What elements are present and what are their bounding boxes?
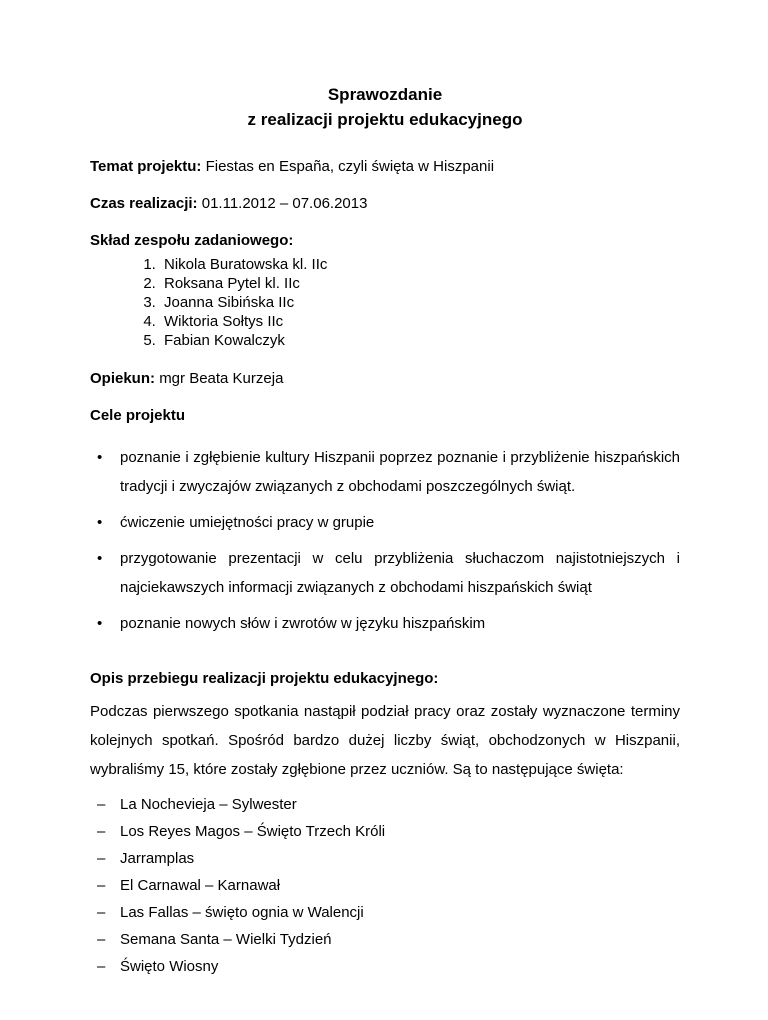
holiday-item bbox=[90, 845, 680, 872]
holiday-item bbox=[90, 926, 680, 953]
holiday-item bbox=[90, 818, 680, 845]
goals-heading: Cele projektu bbox=[90, 407, 186, 424]
holiday-text: Las Fallas – święto ognia w Walencji bbox=[120, 904, 364, 921]
bullet-marker: • bbox=[97, 615, 103, 632]
dash-marker: – bbox=[97, 850, 106, 867]
title-line-1: Sprawozdanie bbox=[327, 85, 443, 104]
goal-text: ćwiczenie umiejętności pracy w grupie bbox=[120, 514, 375, 531]
team-member: 5. Fabian Kowalczyk bbox=[160, 331, 680, 350]
bullet-marker: • bbox=[97, 550, 103, 567]
holiday-item bbox=[90, 899, 680, 926]
team-member: 4. Wiktoria Sołtys IIc bbox=[160, 312, 680, 331]
goal-text: poznanie nowych słów i zwrotów w języku hiszpańskim bbox=[120, 615, 486, 632]
goal-item bbox=[90, 443, 680, 501]
team-member: 2. Roksana Pytel kl. IIc bbox=[160, 274, 680, 293]
dash-marker: – bbox=[97, 796, 106, 813]
holiday-item bbox=[90, 872, 680, 899]
goal-item bbox=[90, 609, 680, 638]
field-temat-value: Fiestas en España, czyli święta w Hiszpanii bbox=[205, 158, 495, 175]
holiday-item bbox=[90, 791, 680, 818]
holiday-text: Jarramplas bbox=[120, 850, 195, 867]
holiday-item bbox=[90, 953, 680, 980]
field-opiekun-value: mgr Beata Kurzeja bbox=[159, 370, 284, 387]
holiday-text: Semana Santa – Wielki Tydzień bbox=[120, 931, 332, 948]
goal-text: poznanie i zgłębienie kultury Hiszpanii poprzez poznanie i przybliżenie hiszpańskich tradycji i zwyczajów związanych z obchodami poszczególnych świąt. bbox=[120, 449, 680, 495]
description-paragraph: Podczas pierwszego spotkania nastąpił podział pracy oraz zostały wyznaczone terminy kolejnych spotkań. Spośród bardzo dużej liczby świąt, obchodzonych w Hiszpanii, wybraliśmy 15, które zostały zgłębione przez uczniów. Są to następujące święta: bbox=[90, 703, 680, 778]
holiday-list bbox=[90, 791, 680, 980]
field-czas-label: Czas realizacji: bbox=[90, 195, 198, 212]
holiday-text: El Carnawal – Karnawał bbox=[120, 877, 281, 894]
team-list bbox=[90, 255, 680, 350]
goal-text: przygotowanie prezentacji w celu przybliżenia słuchaczom najistotniejszych i najciekawszych informacji związanych z obchodami hiszpańskich świąt bbox=[120, 550, 680, 596]
bullet-marker: • bbox=[97, 514, 103, 531]
field-opiekun bbox=[90, 368, 680, 390]
team-section bbox=[90, 230, 680, 350]
holiday-text: Los Reyes Magos – Święto Trzech Króli bbox=[120, 823, 386, 840]
holiday-text: Święto Wiosny bbox=[120, 958, 219, 975]
goal-item bbox=[90, 544, 680, 602]
field-czas-realizacji bbox=[90, 193, 680, 215]
goals-list bbox=[90, 443, 680, 638]
goal-item bbox=[90, 508, 680, 537]
field-czas-value: 01.11.2012 – 07.06.2013 bbox=[201, 195, 368, 212]
holiday-text: La Nochevieja – Sylwester bbox=[120, 796, 297, 813]
team-member: 1. Nikola Buratowska kl. IIc bbox=[160, 255, 680, 274]
team-label: Skład zespołu zadaniowego: bbox=[90, 232, 294, 249]
document-title bbox=[90, 82, 680, 132]
field-temat-projektu bbox=[90, 156, 680, 178]
dash-marker: – bbox=[97, 904, 106, 921]
field-opiekun-label: Opiekun: bbox=[90, 370, 156, 387]
dash-marker: – bbox=[97, 823, 106, 840]
dash-marker: – bbox=[97, 877, 106, 894]
team-member: 3. Joanna Sibińska IIc bbox=[160, 293, 680, 312]
title-line-2: z realizacji projektu edukacyjnego bbox=[247, 110, 523, 129]
description-heading: Opis przebiegu realizacji projektu edukacyjnego: bbox=[90, 670, 439, 687]
field-temat-label: Temat projektu: bbox=[90, 158, 202, 175]
bullet-marker: • bbox=[97, 449, 103, 466]
dash-marker: – bbox=[97, 958, 106, 975]
dash-marker: – bbox=[97, 931, 106, 948]
